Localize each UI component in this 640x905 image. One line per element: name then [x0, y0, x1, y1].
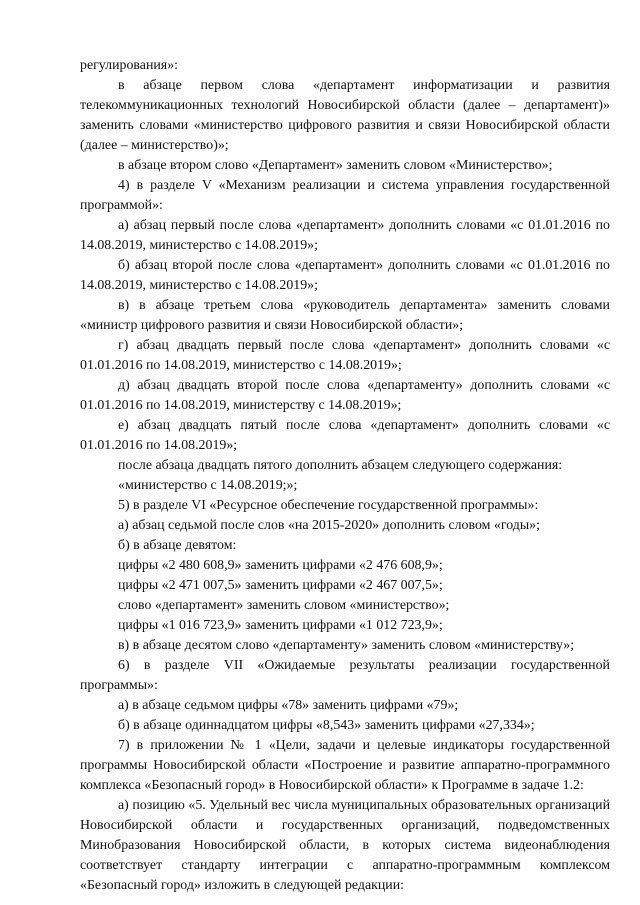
paragraph-19: цифры «1 016 723,9» заменить цифрами «1 012 723,9»;: [118, 618, 443, 633]
paragraph-11: после абзаца двадцать пятого дополнить абзацем следующего содержания:: [118, 458, 563, 473]
paragraph-15: б) в абзаце девятом:: [118, 538, 237, 553]
paragraph-9: д) абзац двадцать второй после слова «департаменту» дополнить словами «с 01.01.2016 по 14.08.2019, министерству с 14.08.2019»;: [80, 378, 610, 413]
document-page: [80, 56, 610, 896]
paragraph-1: регулирования»:: [80, 58, 179, 73]
paragraph-7: в) в абзаце третьем слова «руководитель департамента» заменить словами «министр цифрового развития и связи Новосибирской области»;: [80, 298, 610, 333]
paragraph-12: «министерство с 14.08.2019;»;: [118, 478, 298, 493]
paragraph-3: в абзаце втором слово «Департамент» заменить словом «Министерство»;: [118, 158, 553, 173]
paragraph-22: а) в абзаце седьмом цифры «78» заменить цифрами «79»;: [118, 698, 459, 713]
paragraph-24: 7) в приложении № 1 «Цели, задачи и целевые индикаторы государственной программы Новосибирской области «Построение и развитие аппаратно-программного комплекса «Безопасный город» в Новосибирской области» к Программе в задаче 1.2:: [80, 738, 610, 793]
paragraph-17: цифры «2 471 007,5» заменить цифрами «2 467 007,5»;: [118, 578, 443, 593]
paragraph-10: е) абзац двадцать пятый после слова «департамент» дополнить словами «с 01.01.2016 по 14.08.2019»;: [80, 418, 610, 453]
paragraph-6: б) абзац второй после слова «департамент» дополнить словами «с 01.01.2016 по 14.08.2019, министерство с 14.08.2019»;: [80, 258, 610, 293]
paragraph-8: г) абзац двадцать первый после слова «департамент» дополнить словами «с 01.01.2016 по 14.08.2019, министерство с 14.08.2019»;: [80, 338, 610, 373]
paragraph-14: а) абзац седьмой после слов «на 2015-2020» дополнить словом «годы»;: [118, 518, 540, 533]
paragraph-21: 6) в разделе VII «Ожидаемые результаты реализации государственной программы»:: [80, 658, 610, 693]
paragraph-13: 5) в разделе VI «Ресурсное обеспечение государственной программы»:: [118, 498, 539, 513]
paragraph-18: слово «департамент» заменить словом «министерство»;: [118, 598, 450, 613]
paragraph-16: цифры «2 480 608,9» заменить цифрами «2 476 608,9»;: [118, 558, 443, 573]
paragraph-23: б) в абзаце одиннадцатом цифры «8,543» заменить цифрами «27,334»;: [118, 718, 535, 733]
paragraph-20: в) в абзаце десятом слово «департаменту» заменить словом «министерству»;: [118, 638, 575, 653]
paragraph-5: а) абзац первый после слова «департамент» дополнить словами «с 01.01.2016 по 14.08.2019, министерство с 14.08.2019»;: [80, 218, 610, 253]
paragraph-2: в абзаце первом слова «департамент информатизации и развития телекоммуникационных технологий Новосибирской области (далее – департамент)» заменить словами «министерство цифрового развития и связи Новосибирской области (далее – министерство)»;: [80, 78, 610, 153]
paragraph-4: 4) в разделе V «Механизм реализации и система управления государственной программой»:: [80, 178, 610, 213]
paragraph-25: а) позицию «5. Удельный вес числа муниципальных образовательных организаций Новосибирской области и государственных организаций, подведомственных Минобразования Новосибирской области, в которых система видеонаблюдения соответствует стандарту интеграции с аппаратно-программным комплексом «Безопасный город» изложить в следующей редакции:: [80, 798, 610, 893]
